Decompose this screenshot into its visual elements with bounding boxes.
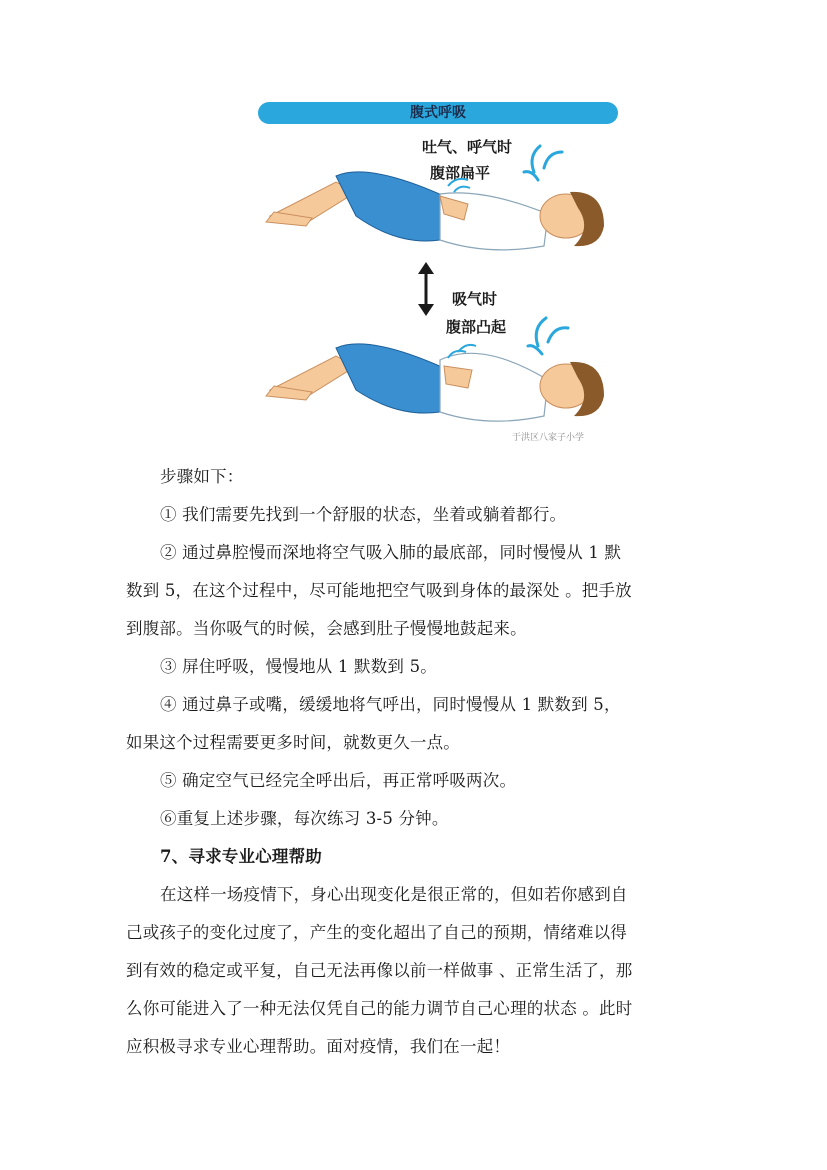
exhale-person-illustration (266, 146, 604, 250)
step-2-line-3: 到腹部。当你吸气的时候，会感到肚子慢慢地鼓起来。 (126, 619, 527, 638)
section-7-para-line-5: 应积极寻求专业心理帮助。面对疫情，我们在一起！ (126, 1037, 511, 1056)
illustration-title: 腹式呼吸 (410, 105, 466, 121)
section-7-para-line-2: 己或孩子的变化过度了，产生的变化超出了自己的预期，情绪难以得 (126, 923, 627, 942)
step-3: ③ 屏住呼吸，慢慢地从 1 默数到 5。 (160, 657, 437, 676)
exhale-caption-line2: 腹部扁平 (430, 164, 491, 182)
step-4-line-1: ④ 通过鼻子或嘴，缓缓地将气呼出，同时慢慢从 1 默数到 5， (160, 695, 621, 714)
step-4-line-2: 如果这个过程需要更多时间，就数更久一点。 (126, 733, 460, 752)
breathing-figures-svg (248, 96, 624, 446)
step-6: ⑥重复上述步骤，每次练习 3-5 分钟。 (160, 809, 449, 828)
section-7-heading: 7、寻求专业心理帮助 (160, 847, 322, 866)
inhale-caption-line1: 吸气时 (452, 290, 498, 308)
section-7-para-line-4: 么你可能进入了一种无法仅凭自己的能力调节自己心理的状态 。此时 (126, 999, 633, 1018)
step-5: ⑤ 确定空气已经完全呼出后，再正常呼吸两次。 (160, 771, 517, 790)
illustration-watermark: 于洪区八家子小学 (512, 433, 585, 443)
step-2-line-1: ② 通过鼻腔慢而深地将空气吸入肺的最底部，同时慢慢从 1 默 (160, 543, 622, 562)
breathing-illustration (248, 96, 624, 446)
inhale-person-illustration (266, 318, 604, 421)
exhale-caption-line1: 吐气、呼气时 (422, 138, 513, 156)
section-7-para-line-1: 在这样一场疫情下，身心出现变化是很正常的，但如若你感到自 (160, 885, 628, 904)
step-2-line-2: 数到 5，在这个过程中，尽可能地把空气吸到身体的最深处 。把手放 (126, 581, 632, 600)
section-7-para-line-3: 到有效的稳定或平复，自己无法再像以前一样做事 、正常生活了，那 (126, 961, 633, 980)
up-down-arrow-icon (418, 262, 434, 316)
steps-title: 步骤如下： (160, 467, 244, 486)
inhale-caption-line2: 腹部凸起 (446, 318, 507, 336)
step-1: ① 我们需要先找到一个舒服的状态，坐着或躺着都行。 (160, 505, 567, 524)
